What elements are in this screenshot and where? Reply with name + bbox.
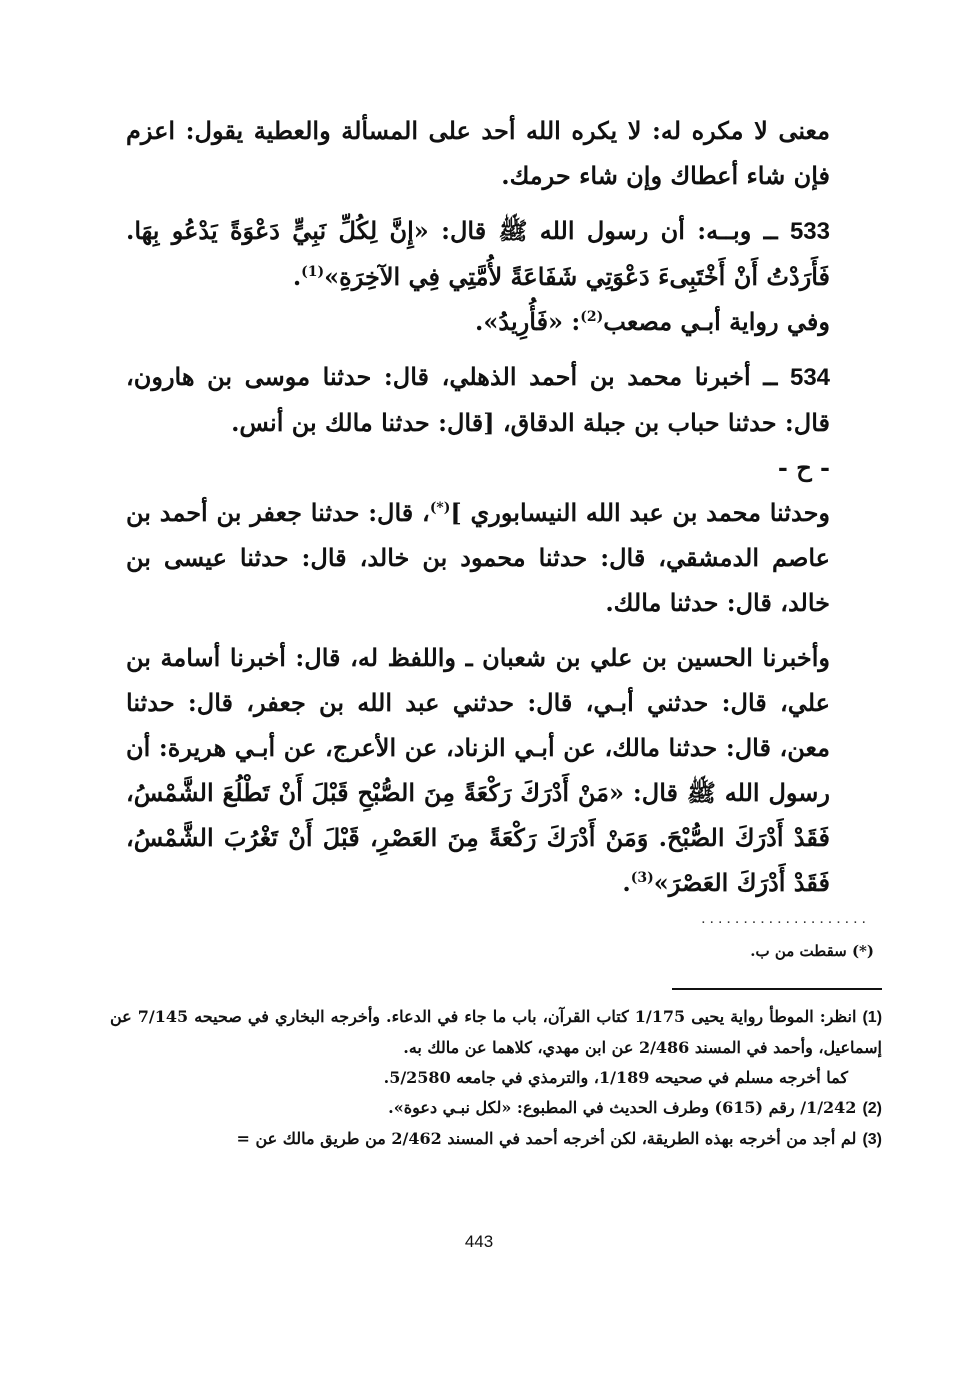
isnad-nisaburi-end: ، قال: حدثنا جعفر بن أحمد بن عاصم الدمشقي، قال: حدثنا محمود بن خالد، قال: حدثنا عيسى بن خالد، قال: حدثنا مالك. (126, 498, 830, 617)
hadith-533-text: ــ وبــه: أن رسول الله ﷺ قال: «إِنَّ لِكُلِّ نَبِيٍّ دَعْوَةً يَدْعُو بِهَا. فَأَرَدْتُ أَنْ أَخْتَبِىءَ دَعْوَتِي شَفَاعَةً لأُمَّتِي فِي الآخِرَةِ» (126, 216, 830, 291)
footnote-1 (110, 1002, 882, 1063)
star-note: (*) سقطت من ب. (750, 942, 874, 960)
hadith-534 (126, 354, 830, 445)
footnote-ref-2: (2) (580, 309, 604, 325)
footnote-2 (110, 1093, 882, 1124)
footnote-1-continuation (110, 1063, 882, 1093)
ha-marker (126, 445, 830, 490)
isnad-husayn-end: . (622, 868, 631, 897)
footnote-1-number: (1) (862, 1009, 883, 1026)
hadith-533-end: . (292, 262, 302, 291)
footnotes (110, 1002, 882, 1155)
hadith-534-text: ــ أخبرنا محمد بن أحمد الذهلي، قال: حدثنا موسى بن هارون، قال: حدثنا حباب بن جبلة الدقاق، [قال: حدثنا مالك بن أنس. (126, 362, 830, 437)
dotted-separator: .................... (701, 910, 870, 927)
footnote-3 (110, 1124, 882, 1155)
page-number: 443 (464, 1232, 494, 1251)
footnote-ref-1: (1) (301, 264, 325, 280)
footnote-rule (672, 988, 882, 990)
isnad-husayn-text: وأخبرنا الحسين بن علي بن شعبان ـ واللفظ له، قال: أخبرنا أسامة بن علي، قال: حدثني أبـي، قال: حدثني عبد الله بن جعفر، قال: حدثنا معن، قال: حدثنا مالك، عن أبـي الزناد، عن الأعرج، عن أبـي هريرة: أن رسول الله ﷺ قال: «مَنْ أَدْرَكَ رَكْعَةً مِنَ الصُّبْحِ قَبْلَ أَنْ تَطْلُعَ الشَّمْسُ، فَقَدْ أَدْرَكَ الصُّبْحَ. وَمَنْ أَدْرَكَ رَكْعَةً مِنَ العَصْرِ، قَبْلَ أَنْ تَغْرُبَ الشَّمْسُ، فَقَدْ أَدْرَكَ العَصْرَ» (126, 643, 830, 897)
footnote-2-text: 1/242/ رقم (615) وطرف الحديث في المطبوع: «لكل نبـي دعوة». (388, 1098, 857, 1117)
footnote-3-text: لم أجد من أخرجه بهذه الطريقة، لكن أخرجه أحمد في المسند 2/462 من طريق مالك عن = (236, 1129, 857, 1148)
isnad-nisaburi (126, 490, 830, 625)
footnote-3-number: (3) (862, 1131, 882, 1148)
hadith-number-533: 533 (789, 218, 830, 245)
hadith-533 (126, 208, 830, 299)
ha-marker-text: - ح - (777, 453, 830, 482)
riwaya-end: : «فَأُرِيدُ». (475, 307, 581, 336)
isnad-nisaburi-text: وحدثنا محمد بن عبد الله النيسابوري ] (450, 498, 830, 527)
footnote-ref-3: (3) (630, 870, 654, 886)
footnote-1-text: انظر: الموطأ رواية يحيى 1/175 كتاب القرآن، باب ما جاء في الدعاء. وأخرجه البخاري في صحيحه 7/145 عن إسماعيل، وأحمد في المسند 2/486 عن ابن مهدي، كلاهما عن مالك به. (110, 1007, 882, 1057)
riwaya-text: وفي رواية أبـي مصعب (603, 307, 830, 336)
paragraph-intro (126, 108, 830, 198)
star-ref: (*) (429, 500, 451, 516)
riwaya-abu-musab (126, 299, 830, 344)
isnad-husayn (126, 635, 830, 905)
main-text (126, 108, 830, 905)
footnote-1b-text: كما أخرجه مسلم في صحيحه 1/189، والترمذي في جامعه 5/2580. (383, 1068, 848, 1087)
footnote-2-number: (2) (862, 1100, 882, 1117)
intro-text: معنى لا مكره له: لا يكره الله أحد على المسألة والعطية يقول: اعزم فإن شاء أعطاك وإن شاء حرمك. (126, 116, 830, 190)
hadith-number-534: 534 (789, 364, 831, 391)
